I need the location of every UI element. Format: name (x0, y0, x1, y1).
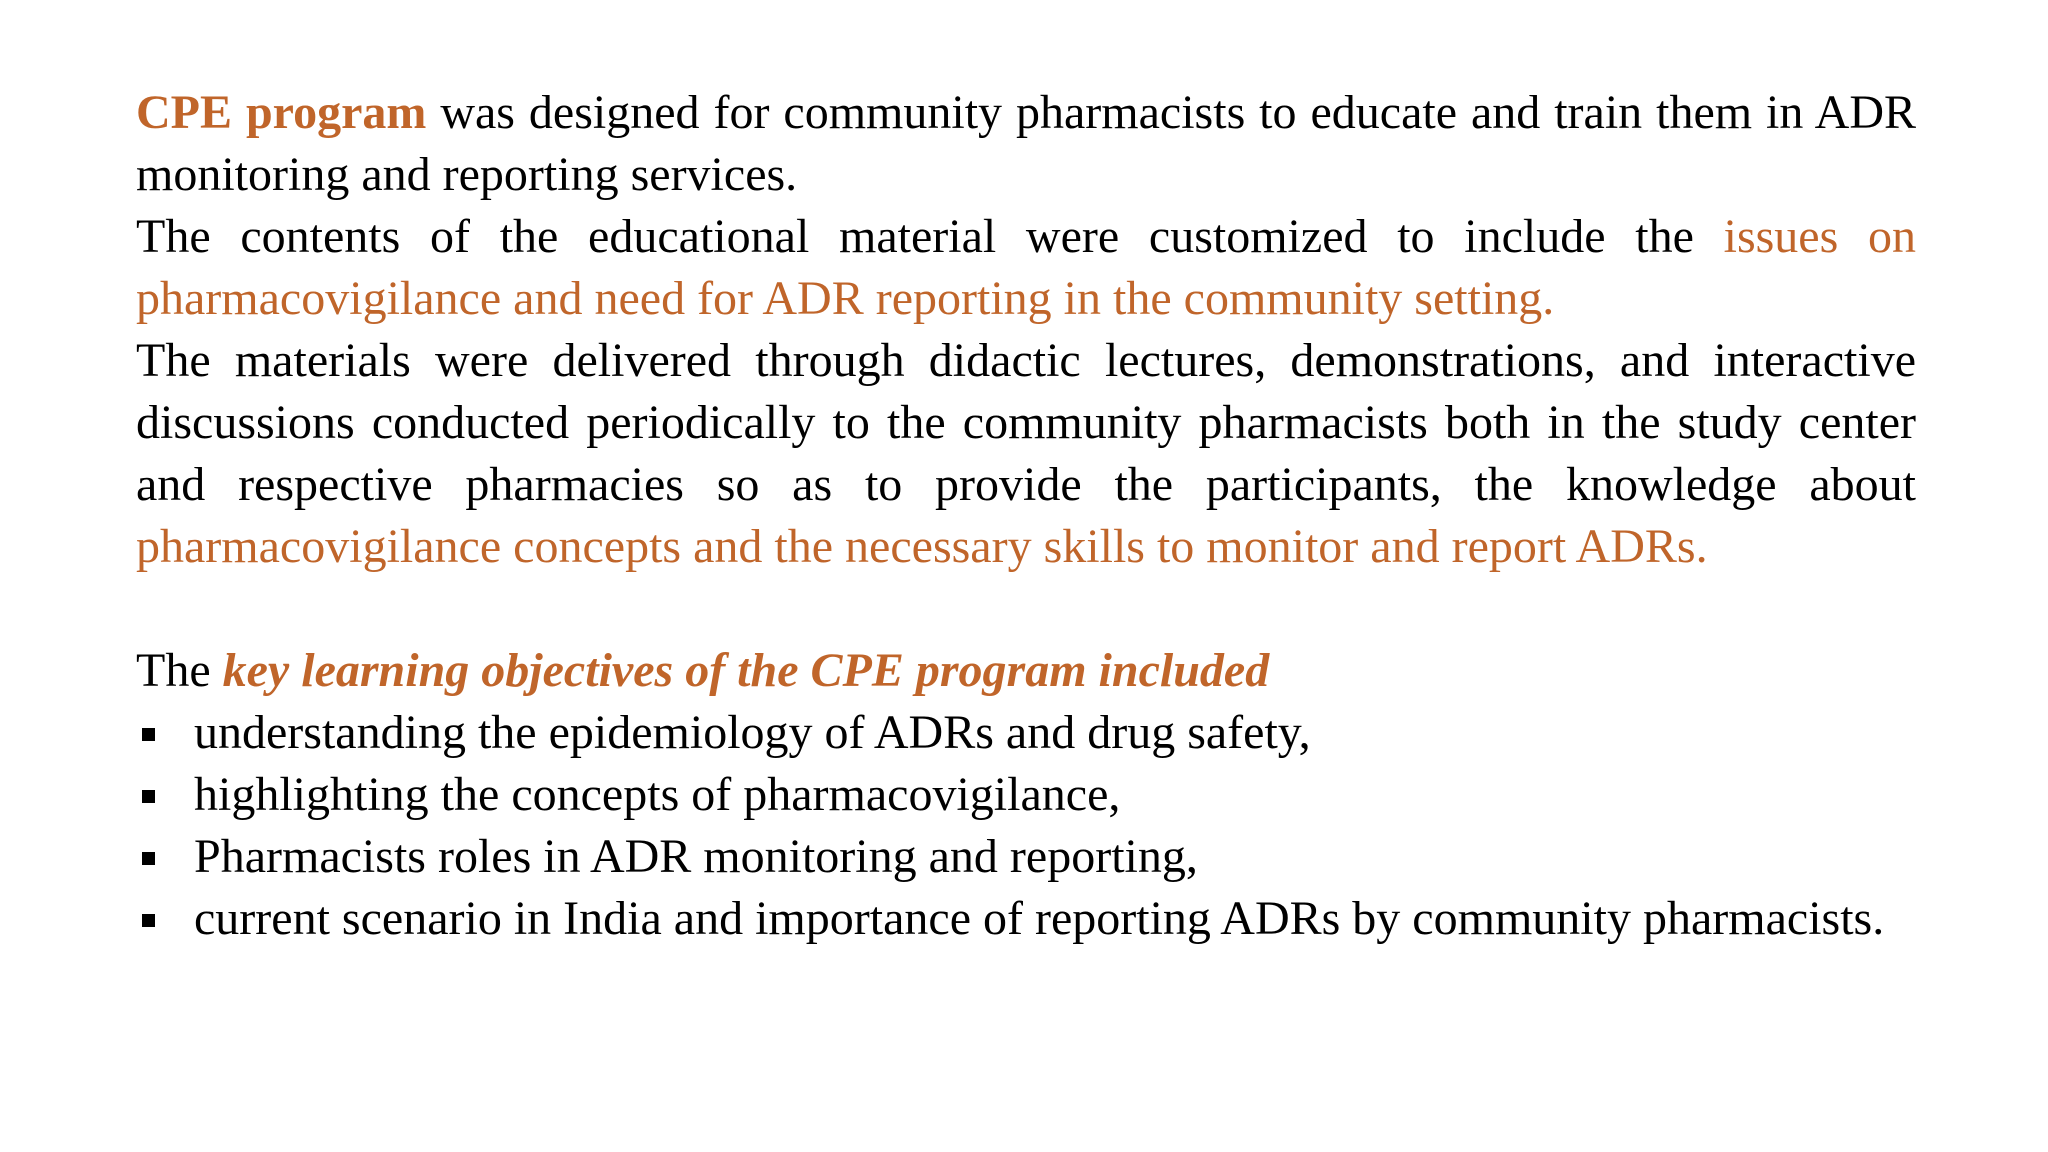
list-item-text: highlighting the concepts of pharmacovigilance, (194, 768, 1121, 821)
paragraph-contents (136, 206, 1916, 330)
objectives-highlight: key learning objectives of the CPE program included (222, 644, 1270, 697)
objectives-lead: The (136, 644, 223, 697)
square-bullet-icon (142, 914, 155, 927)
contents-highlight: issues on pharmacovigilance and need for ADR reporting in the community setting. (136, 210, 1916, 325)
cpe-program-highlight: CPE program (136, 86, 427, 139)
list-item (136, 702, 1916, 764)
list-item (136, 764, 1916, 826)
square-bullet-icon (142, 728, 155, 741)
list-item (136, 888, 1916, 950)
list-item (136, 826, 1916, 888)
materials-highlight: pharmacovigilance concepts and the necessary skills to monitor and report ADRs. (136, 520, 1708, 573)
square-bullet-icon (142, 852, 155, 865)
list-item-text: understanding the epidemiology of ADRs and drug safety, (194, 706, 1311, 759)
square-bullet-icon (142, 790, 155, 803)
list-item-text: Pharmacists roles in ADR monitoring and reporting, (194, 830, 1198, 883)
slide-content (136, 82, 1916, 950)
cpe-program-text: was designed for community pharmacists to educate and train them in ADR monitoring and reporting services. (136, 86, 1917, 201)
objectives-heading (136, 640, 1916, 702)
contents-text: The contents of the educational material were customized to include the (136, 210, 1724, 263)
objectives-list (136, 702, 1916, 950)
list-item-text: current scenario in India and importance of reporting ADRs by community pharmacists. (194, 892, 1885, 945)
paragraph-materials (136, 330, 1916, 578)
materials-text: The materials were delivered through didactic lectures, demonstrations, and interactive discussions conducted periodically to the community pharmacists both in the study center and respective pharmacies so as to provide the participants, the knowledge about (136, 334, 1916, 511)
paragraph-cpe-program (136, 82, 1916, 206)
paragraph-spacer (136, 578, 1916, 640)
